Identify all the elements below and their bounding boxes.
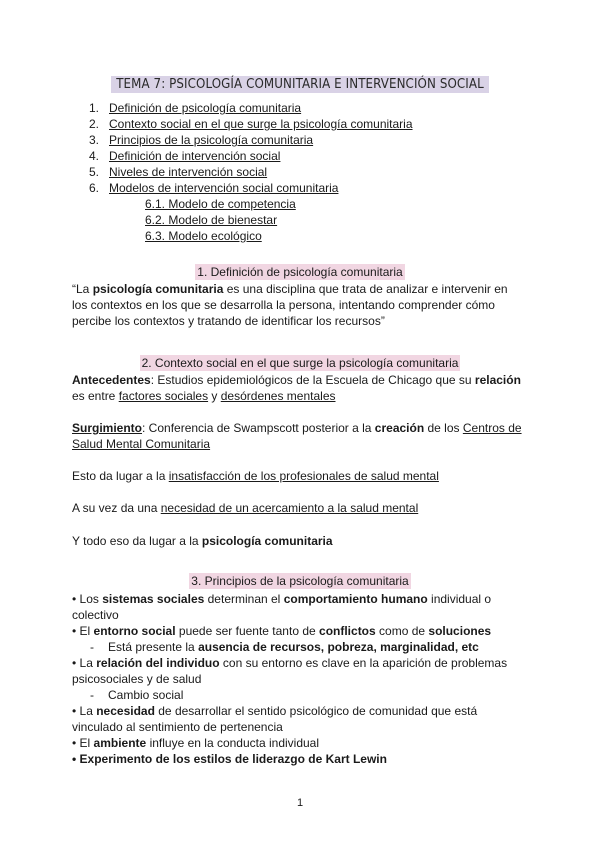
toc-subitem[interactable]: 6.1. Modelo de competencia bbox=[145, 197, 296, 211]
principles-list: • Los sistemas sociales determinan el comportamiento humano individual o colectivo • El entorno social puede ser fuente tanto de conflictos como de soluciones - Está presente la ausencia de recursos, pobreza, marginalidad, etc • La relación del individuo con su entorno es clave en la aparición de problemas psicosociales y de salud - Cambio social • La necesidad de desarrollar el sentido psicológico de comunidad que está vinculado al sentimiento de pertenencia • El ambiente influye en la conducta individual • Experimento de los estilos de liderazgo de Kart Lewin bbox=[72, 591, 532, 767]
antecedentes-paragraph: Antecedentes: Estudios epidemiológicos de la Escuela de Chicago que su relación es entre factores sociales y desórdenes mentales bbox=[72, 373, 521, 403]
list-item: • El ambiente influye en la conducta individual bbox=[72, 736, 320, 750]
page-number: 1 bbox=[296, 797, 304, 809]
list-item: • La necesidad de desarrollar el sentido psicológico de comunidad que está bbox=[72, 704, 478, 718]
toc-link[interactable]: Principios de la psicología comunitaria bbox=[109, 133, 314, 147]
sub-list-item: - Cambio social bbox=[90, 688, 184, 702]
paragraph: Y todo eso da lugar a la psicología comunitaria bbox=[72, 534, 333, 548]
toc-item[interactable]: 2. Contexto social en el que surge la psicología comunitaria bbox=[89, 117, 413, 131]
section-heading: 1. Definición de psicología comunitaria bbox=[197, 265, 403, 279]
definition-quote: “La psicología comunitaria es una disciplina que trata de analizar e intervenir en los contextos en los que se desarrolla la persona, intentando comprender cómo percibe los contextos y tratando de identificar los recursos” bbox=[72, 282, 508, 328]
list-item: • Experimento de los estilos de liderazgo de Kart Lewin bbox=[72, 752, 387, 766]
toc-item[interactable]: 5. Niveles de intervención social bbox=[89, 165, 268, 179]
paragraph: Esto da lugar a la insatisfacción de los profesionales de salud mental bbox=[72, 469, 439, 483]
toc-link[interactable]: Definición de psicología comunitaria bbox=[109, 101, 302, 115]
list-item: • El entorno social puede ser fuente tanto de conflictos como de soluciones bbox=[72, 624, 492, 638]
toc-item[interactable]: 1. Definición de psicología comunitaria bbox=[89, 101, 302, 115]
table-of-contents bbox=[89, 100, 529, 244]
section-heading: 2. Contexto social en el que surge la psicología comunitaria bbox=[141, 356, 459, 370]
toc-subitem[interactable]: 6.3. Modelo ecológico bbox=[145, 229, 262, 243]
sub-list-item: - Está presente la ausencia de recursos, pobreza, marginalidad, etc bbox=[90, 640, 479, 654]
toc-item[interactable]: 4. Definición de intervención social bbox=[89, 149, 281, 163]
list-item: • La relación del individuo con su entorno es clave en la aparición de problemas bbox=[72, 656, 508, 670]
toc-link[interactable]: Modelos de intervención social comunitaria bbox=[109, 181, 339, 195]
toc-item[interactable]: 3. Principios de la psicología comunitaria bbox=[89, 133, 314, 147]
surgimiento-paragraph: Surgimiento: Conferencia de Swampscott posterior a la creación de los Centros de Salud Mental Comunitaria bbox=[72, 421, 522, 451]
section-heading: 3. Principios de la psicología comunitaria bbox=[191, 574, 409, 588]
title-block bbox=[0, 76, 600, 93]
paragraph: A su vez da una necesidad de un acercamiento a la salud mental bbox=[72, 501, 419, 515]
page-title: TEMA 7: PSICOLOGÍA COMUNITARIA E INTERVENCIÓN SOCIAL bbox=[111, 76, 489, 93]
toc-link[interactable]: Definición de intervención social bbox=[109, 149, 281, 163]
toc-item[interactable]: 6. Modelos de intervención social comunitaria bbox=[89, 181, 339, 195]
toc-link[interactable]: Contexto social en el que surge la psicología comunitaria bbox=[109, 117, 413, 131]
list-item: • Los sistemas sociales determinan el comportamiento humano individual o bbox=[72, 592, 492, 606]
toc-link[interactable]: Niveles de intervención social bbox=[109, 165, 268, 179]
toc-subitem[interactable]: 6.2. Modelo de bienestar bbox=[145, 213, 278, 227]
